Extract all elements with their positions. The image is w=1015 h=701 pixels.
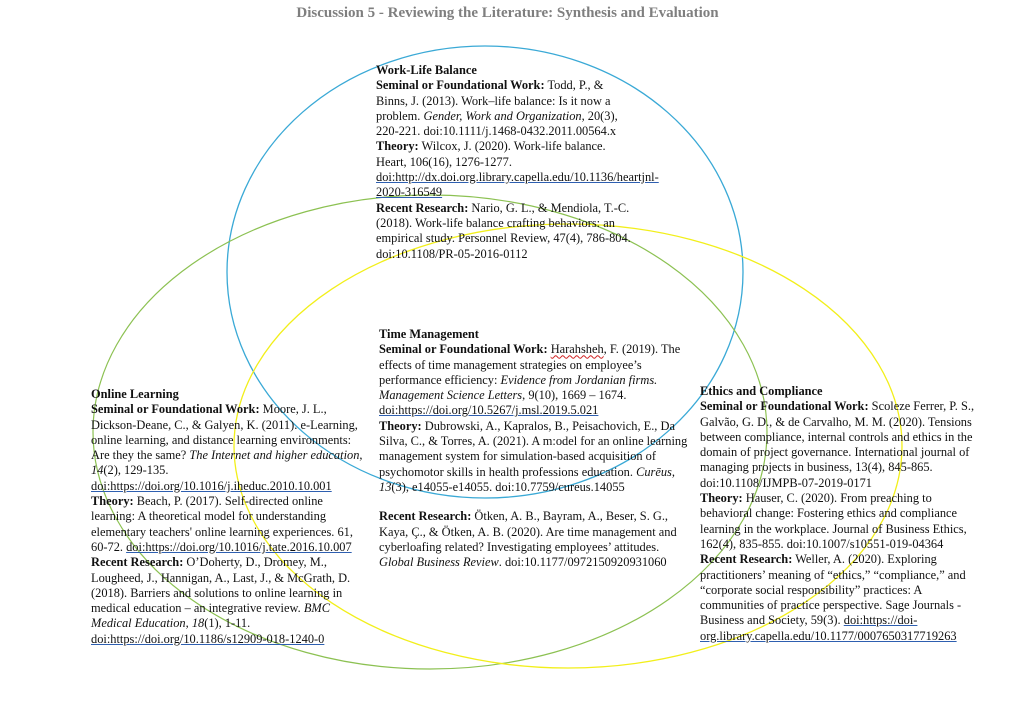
doi-link[interactable]: doi:https://doi.org/10.1186/s12909-018-1240-0 xyxy=(91,631,325,646)
seminal-entry: Seminal or Foundational Work: Moore, J. L., Dickson-Deane, C., & Galyen, K. (2011). e-Learning, online learning, and distance learning environments: Are they the same? The Internet and higher education, 14(2), 129-135. doi:https://doi.org/10.1016/j.iheduc.2010.10.001 xyxy=(91,402,363,493)
theory-label: Theory: xyxy=(376,139,419,154)
work-life-balance-block xyxy=(376,63,659,262)
doi-link[interactable]: doi:https://doi.org/10.1016/j.iheduc.2010.10.001 xyxy=(91,478,332,493)
seminal-label: Seminal or Foundational Work: xyxy=(700,399,869,414)
theory-entry: Theory: Dubrowski, A., Kapralos, B., Peisachovich, E., Da Silva, C., & Torres, A. (2021). A m:odel for an online learning management system for simulation-based acquisition of psychomotor skills in health professions education. Curēus, 13(3), e14055-e14055. doi:10.7759/cureus.14055 xyxy=(379,418,688,494)
recent-entry: Recent Research: Nario, G. L., & Mendiola, T.-C. (2018). Work-life balance crafting behaviors: an empirical study. Personnel Review, 47(4), 786-804. doi:10.1108/PR-05-2016-0112 xyxy=(376,200,631,261)
seminal-label: Seminal or Foundational Work: xyxy=(376,78,545,93)
recent-entry: Recent Research: O’Doherty, D., Dromey, M., Lougheed, J., Hannigan, A., Last, J., & McGrath, D. (2018). Barriers and solutions to online learning in medical education – an integrative review. BMC Medical Education, 18(1), 1-11. doi:https://doi.org/10.1186/s12909-018-1240-0 xyxy=(91,555,351,646)
theory-entry: Theory: Wilcox, J. (2020). Work-life balance. Heart, 106(16), 1276-1277. doi:http://dx.doi.org.library.capella.edu/10.1136/heartjnl-2020-316549 xyxy=(376,139,659,200)
recent-entry: Recent Research: Ötken, A. B., Bayram, A., Beser, S. G., Kaya, Ç., & Ötken, A. B. (2020). Are time management and cyberloafing related? Investigating employees’ attitudes. Global Business Review. doi:10.1177/0972150920931060 xyxy=(379,509,677,570)
seminal-entry: Seminal or Foundational Work: Scoleze Ferrer, P. S., Galvão, G. D., & de Carvalho, M. M. (2020). Tensions between compliance, internal controls and ethics in the domain of project governance. International journal of managing projects in business, 13(4), 845-865. doi:10.1108/IJMPB-07-2019-0171 xyxy=(700,399,975,490)
theory-entry: Theory: Beach, P. (2017). Self-directed online learning: A theoretical model for understanding elementary teachers' online learning experiences. 61, 60-72. doi:https://doi.org/10.1016/j.tate.2016.10.007 xyxy=(91,494,353,554)
online-learning-block xyxy=(91,387,363,647)
work-life-balance-heading: Work-Life Balance xyxy=(376,63,477,77)
doi-link[interactable]: doi:https://doi-org.library.capella.edu/10.1177/0007650317719263 xyxy=(700,613,957,643)
time-management-block xyxy=(379,327,689,570)
theory-entry: Theory: Hauser, C. (2020). From preaching to behavioral change: Fostering ethics and compliance learning in the workplace. Journal of Business Ethics, 162(4), 835-855. doi:10.1007/s10551-019-04364 xyxy=(700,491,967,551)
recent-label: Recent Research: xyxy=(379,509,472,524)
theory-label: Theory: xyxy=(379,418,422,433)
recent-label: Recent Research: xyxy=(700,552,793,567)
ethics-compliance-heading: Ethics and Compliance xyxy=(700,384,823,398)
ethics-compliance-block xyxy=(700,384,985,644)
doi-link[interactable]: doi:http://dx.doi.org.library.capella.edu/10.1136/heartjnl-2020-316549 xyxy=(376,170,659,200)
doi-link[interactable]: doi:https://doi.org/10.1016/j.tate.2016.10.007 xyxy=(126,539,352,554)
theory-label: Theory: xyxy=(700,491,743,506)
theory-label: Theory: xyxy=(91,494,134,509)
recent-label: Recent Research: xyxy=(376,200,469,215)
seminal-label: Seminal or Foundational Work: xyxy=(379,342,548,357)
seminal-label: Seminal or Foundational Work: xyxy=(91,402,260,417)
recent-label: Recent Research: xyxy=(91,555,184,570)
doi-link[interactable]: doi:https://doi.org/10.5267/j.msl.2019.5.021 xyxy=(379,403,599,418)
time-management-heading: Time Management xyxy=(379,327,479,341)
seminal-entry: Seminal or Foundational Work: Todd, P., & Binns, J. (2013). Work–life balance: Is it now a problem. Gender, Work and Organization, 20(3), 220-221. doi:10.1111/j.1468-0432.2011.00564.x xyxy=(376,78,618,139)
online-learning-heading: Online Learning xyxy=(91,387,179,401)
seminal-entry: Seminal or Foundational Work: Harahsheh, F. (2019). The effects of time management strategies on employee’s performance efficiency: Evidence from Jordanian firms. Management Science Letters, 9(10), 1669 – 1674. doi:https://doi.org/10.5267/j.msl.2019.5.021 xyxy=(379,342,681,418)
recent-entry: Recent Research: Weller, A. (2020). Exploring practitioners’ meaning of “ethics,” “compliance,” and “corporate social responsibility” practices: A communities of practice perspective. Sage Journals - Business and Society, 59(3). doi:https://doi-org.library.capella.edu/10.1177/0007650317719263 xyxy=(700,552,966,643)
page-title: Discussion 5 - Reviewing the Literature: Synthesis and Evaluation xyxy=(296,5,719,21)
